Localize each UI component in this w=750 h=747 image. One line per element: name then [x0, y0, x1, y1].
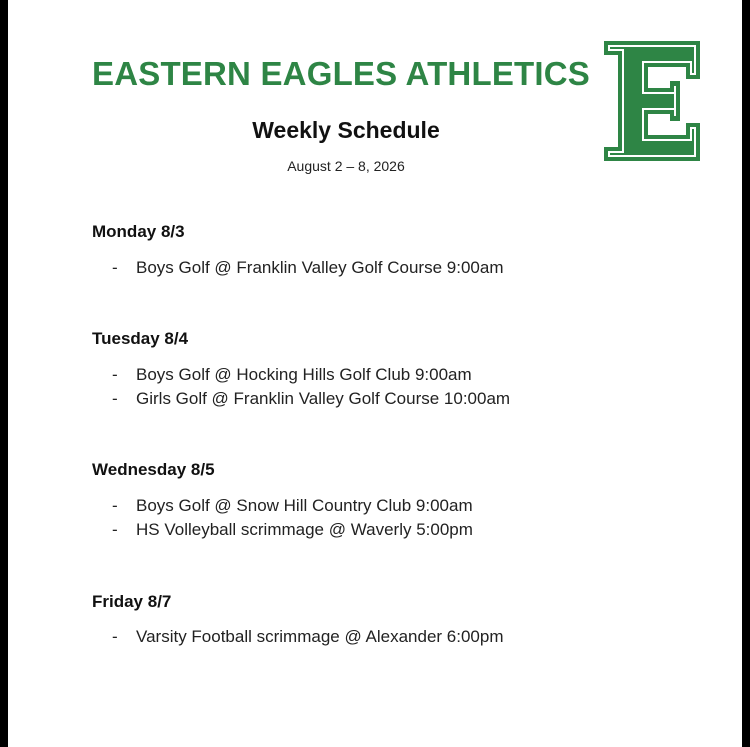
event-text: Boys Golf @ Hocking Hills Golf Club 9:00am: [136, 365, 472, 384]
eagles-e-logo: [604, 41, 700, 161]
bullet-dash: -: [112, 365, 118, 384]
event-text: Girls Golf @ Franklin Valley Golf Course 10:00am: [136, 389, 511, 408]
day-heading-friday: Friday 8/7: [92, 592, 172, 611]
bullet-dash: -: [112, 627, 118, 646]
bullet-dash: -: [112, 520, 118, 539]
event-item: [112, 496, 473, 516]
schedule-document: [8, 0, 742, 747]
day-heading-monday: Monday 8/3: [92, 222, 185, 241]
athletics-title: EASTERN EAGLES ATHLETICS: [92, 55, 590, 92]
event-item: [112, 389, 510, 409]
date-range: August 2 – 8, 2026: [287, 158, 405, 174]
bullet-dash: -: [112, 389, 118, 408]
event-item: [112, 520, 473, 540]
event-text: HS Volleyball scrimmage @ Waverly 5:00pm: [136, 520, 473, 539]
bullet-dash: -: [112, 258, 118, 277]
day-heading-wednesday: Wednesday 8/5: [92, 460, 215, 479]
event-text: Boys Golf @ Snow Hill Country Club 9:00am: [136, 496, 473, 515]
event-text: Varsity Football scrimmage @ Alexander 6:00pm: [136, 627, 504, 646]
event-item: [112, 627, 503, 647]
schedule-subtitle: Weekly Schedule: [252, 117, 440, 143]
day-heading-tuesday: Tuesday 8/4: [92, 329, 189, 348]
event-item: [112, 365, 472, 385]
event-text: Boys Golf @ Franklin Valley Golf Course 9:00am: [136, 258, 504, 277]
bullet-dash: -: [112, 496, 118, 515]
event-item: [112, 258, 503, 278]
